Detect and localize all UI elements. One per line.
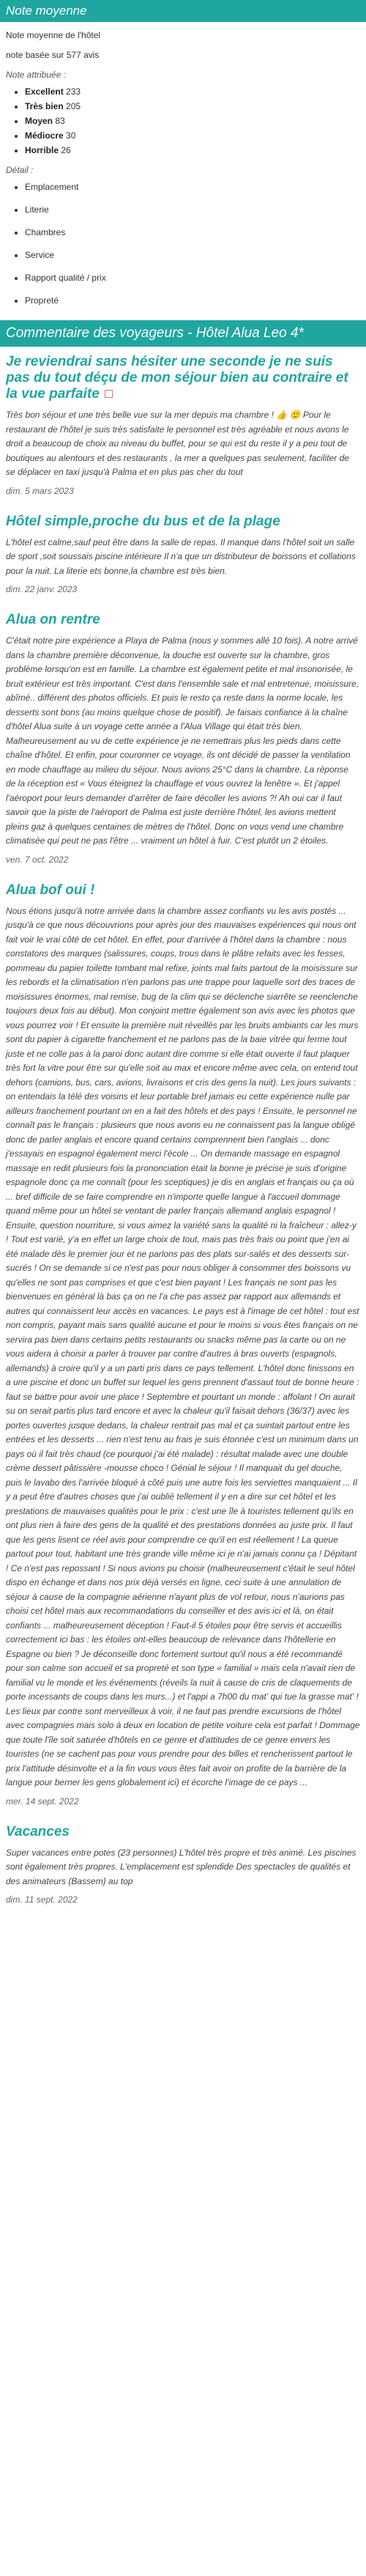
review-date: dim. 11 sept. 2022	[6, 1894, 78, 1905]
comments-banner: Commentaire des voyageurs - Hôtel Alua Leo 4*	[0, 320, 366, 347]
summary-banner: Note moyenne	[0, 0, 366, 22]
summary-section	[0, 22, 366, 320]
hotel-rating-title: Note moyenne de l'hôtel	[6, 30, 101, 40]
review-date: dim. 5 mars 2023	[6, 485, 74, 496]
review	[0, 347, 366, 506]
review-date: dim. 22 janv. 2023	[6, 584, 78, 594]
rating-item: • Très bien 205	[25, 100, 360, 113]
review	[0, 605, 366, 875]
review-title: Je reviendrai sans hésiter une seconde je ne suis pas du tout déçu de mon séjour bien au contraire et la vue parfaite	[6, 354, 348, 402]
review	[0, 875, 366, 1817]
review-body: L'hôtel est calme,sauf peut être dans la salle de repas. Il manque dans l'hôtel soit un salle de sport ,soit soussais piscine intérieure Il n'a que un distributeur de boissons et collations pour la nuit. La literie ets bonne,la chambre est très bien.	[6, 536, 356, 576]
criteria-item: • Propreté	[25, 295, 360, 307]
review-body: Très bon séjour et une très belle vue sur la mer depuis ma chambre ! 👍 🙂 Pour le restaurant de l'hôtel je suis très satisfaite le personnel est très agréable et nous avons le droit a beaucoup de choix au niveau du buffet, pour se qui est du reste il y a peu tout de boutiques au alentours et des restaurants , la mer a quelques pas seulement, faciliter de se déplacer en taxi jusqu'à Palma et en plus pas cher du tout	[6, 410, 349, 477]
rating-item: • Médiocre 30	[25, 130, 360, 142]
review	[0, 506, 366, 605]
review-title: Hôtel simple,proche du bus et de la plage	[6, 513, 280, 529]
rating-attr-label: Note attribuée :	[6, 70, 67, 80]
review-date: ven. 7 oct. 2022	[6, 854, 69, 865]
review-title: Alua bof oui !	[6, 882, 95, 898]
ratings-list	[6, 86, 360, 157]
detail-label: Détail :	[6, 165, 34, 175]
review-body: C'était notre pire expérience a Playa de Palma (nous y sommes allé 10 fois). A notre arrivé dans la chambre première déconvenue, la douche est ouverte sur la chambre, gros problème lorsqu'on est en famille. La chambre est également petite et mal insonorisée, le bruit extérieur est très important. C'est dans l'ensemble sale et mal entretenue, moisissure, abîmé.. différent des photos officiels. Et puis le resto ça reste dans la norme locale, les desserts sont bons (au moins quelque chose de positif). Je faisais confiance à la chaîne d'hôtel Alua suite à un voyage cette année a l'Alua Village qui était très bien. Malheureusement au vu de cette expérience je ne remettrais plus les pieds dans cette chaîne d'hôtel. Et enfin, pour couronner ce voyage, ils ont décidé de passer la ventilation en mode chauffage au milieu du séjour. Nous avions 25°C dans la chambre. La réponse de la réception est « Vous éteignez la chauffage et vous ouvrez la fenêtre ». Et j'appel l'aéroport pour leurs demander d'arrêter de faire décoller les avions ?! Ah oui car il faut savoir que la piste de l'aéroport de Palma est juste derrière l'hôtel, les avions mettent pleins gaz à quelques centaines de mètres de l'hôtel. Donc on vous vend une chambre climatisée qui peut ne pas l'être ... vraiment un hôtel à fuir. C'est plutôt un 2 étoiles.	[6, 635, 359, 846]
criteria-list	[6, 181, 360, 307]
criteria-item: • Chambres	[25, 226, 360, 239]
emoji-placeholder-icon	[105, 390, 113, 398]
review-date: mer. 14 sept. 2022	[6, 1796, 79, 1806]
review-body: Super vacances entre potes (23 personnes) L'hôtel très propre et très animé. Les piscines sont également très propres. L'emplacement est splendide Des spectacles de qualités et des animateurs (Bassem) au top	[6, 1847, 356, 1886]
review-title: Vacances	[6, 1823, 70, 1839]
rating-item: • Excellent 233	[25, 86, 360, 98]
review	[0, 1817, 366, 1916]
rating-item: • Moyen 83	[25, 115, 360, 128]
criteria-item: • Rapport qualité / prix	[25, 272, 360, 284]
review-title: Alua on rentre	[6, 612, 100, 627]
criteria-item: • Literie	[25, 204, 360, 216]
review-body: Nous étions jusqu'à notre arrivée dans la chambre assez confiants vu les avis postés ... jusqu'à ce que nous découvrions pour après jour des mauvaises expériences qui nous ont fait voir le vrai côté de cet hôtel. En effet, pour d'arrivée à l'hôtel dans la chambre : nous constatons des marques (salissures, coups, trous dans le plâtre refaits avec les fesses, pommeau du papier toilette tombant mal refixe, joints mal faits partout de la moisissure sur les rebords et la climatisation n'en parlons pas une trappe pour laquelle sort des traces de moisissures énormes, mal remise, bug de la clim qui se déclenche siarrête se reenclenche toujours deux fois au début). Mon conjoint mettre également son avis avec les photos que vous pourrez voir ! Et ensuite la première nuit réveillés par les bruits ambiants car les murs sont du papier à cigarette franchement et ne parlons pas de la baie vitrée qui ferme tout juste et ne colle pas à la paroi donc autant dire comme si elle était ouverte il faut plaquer très fort la vitre pour être sur qu'elle soit au max et encore même avec cela, on entend tout dehors (camions, bus, cars, avions, livraisons et cris des gens la nuit). Les jours suivants : on entendais la télé des voisins et leur portable bref jamais eu cette expérience nulle par ailleurs franchement pourtant on en a fait des hôtels et des pays ! Ensuite, le personnel ne connaît pas le français : plusieurs que nous avons eu ne connaissent pas la langue obligé donc de parler anglais et encore quand certains comprennent bien l'anglais ... donc j'essayais en espagnol également merci l'école ... On demande massage en espagnol massaje en redit plusieurs fois la prononciation était la bonne je précise je suis d'origine espagnole donc ça me connaît (pour les sceptiques) je dis en anglais et français ou ça où ... bref difficile de se faire comprendre en n'importe quelle langue à l'accueil dommage quand même pour un hôtel se ventant de parler français allemand anglais espagnol ! Ensuite, question nourriture, si vous aimez la variété sans la qualité ni la fraîcheur : allez-y ! Tout est varié, y'a en effet un large choix de tout, mais pas très frais ou point que j'en ai été malade dès le premier jour et ne parlons pas des plats sur-salés et des desserts sur-sucrés ! On se demande si ce n'est pas pour nous obliger à consommer des boissons vu qu'elles ne sont pas comprises et que c'est bien payant ! Les français ne sont pas les bienvenues en général là bas ça on ne l'a che pas assez par rapport aux allemands et autres qui connaissent leur accès en vacances. Le pays est à l'image de cet hôtel : tout est non compris, payant mais sans qualité aucune et pour le moins si vous êtes français on ne servira pas bien dans certains petits restaurants ou snacks même pas la carte ou on ne vous aidera à choisir a parler à trouver par contre d'autres à bras ouverts (espagnols, allemands) à croire qu'il y a un parti pris dans ce pays tellement. L'hôtel donc finissons en a une piscine et donc un buffet sur lequel les gens prennent d'assaut tout de bonne heure : faut se battre pour avoir une place ! Septembre et pourtant un monde : affolant ! On aurait su on serait partis plus tard encore et avec la chaleur qu'il faisait dehors (36/37) avec les portes ouvertes jusque dedans, la chaleur rentrait pas mal et ça suintait partout entre les entrées et les desserts ... rien n'est tenu au frais je suis étonnée c'est un minimum dans un pays où il fait très chaud (ce pourquoi j'ai été malade) : résultat malade avec une double crème dessert pâtissière -mousse choco ! Génial le séjour ! Il manquait du gel douche, puis le lavabo des l'arrivée bloqué à côté puis une autre fois les serviettes manquaient ... Il y a peut être d'autres choses que j'ai oublié tellement il y en a dire sur cet hôtel et les prestations de mauvaises qualités pour le prix : c'est une île à touristes tellement qu'ils en ont plus rien à faire des gens de la qualité et des prestations données au juste prix. Il faut que les gens lisent ce réel avis pour comprendre ce qu'il en est réellement ! La queue partout pour tout, habitant une très grande ville même ici je n'ai jamais connu ça ! Dépitant ! Ce n'est pas repossant ! Si nous avions pu choisir (malheureusement c'était le seul hôtel dispo en échange et dans nos prix déjà versés en ligne, ceci suite à une annulation de séjour à cause de la compagnie aérienne n'ayant plus de vol retour, nous n'aurions pas choisi cet hôtel mais aux recommandations du conseiller et des avis ici et là, on était confiants ... malheureusement déception ! Faut-il 5 étoiles pour être servis et accueillis correctement ici bas : les étoiles ont-elles beaucoup de relevance dans l'hôtellerie en Espagne ou bien ? Je déconseille donc fortement surtout qu'il nous a été recommandé pour son calme son accueil et sa propreté et son type « familial » mais cela n'avait rien de familial vu le monde et les événements (réveils la nuit à cause de cris de claquements de porte incessants de coups dans les murs...) et l'appi a 7h00 du mat' qui tue la grasse mat' ! Les lieux par contre sont merveilleux à voir, il ne faut pas prendre excursions de l'hôtel avec compagnies mais solo à deux en location de petite voiture cela est parfait ! Dommage que toute l'île soit saturée d'hôtels en ce genre et d'attitudes de ce genre envers les touristes (ne se cachent pas pour vous prendre pour des billes et rencherissent partout le prix l'attitude désinvolte et a la fin vous vous êtes fait avoir on profite de la barrière de la langue pour berner les gens globalement ici) et écorche l'image de ce pays ...	[6, 905, 360, 1787]
rating-item: • Horrible 26	[25, 144, 360, 157]
rating-basis: note basée sur 577 avis	[6, 50, 100, 60]
criteria-item: • Service	[25, 249, 360, 262]
criteria-item: • Emplacement	[25, 181, 360, 193]
